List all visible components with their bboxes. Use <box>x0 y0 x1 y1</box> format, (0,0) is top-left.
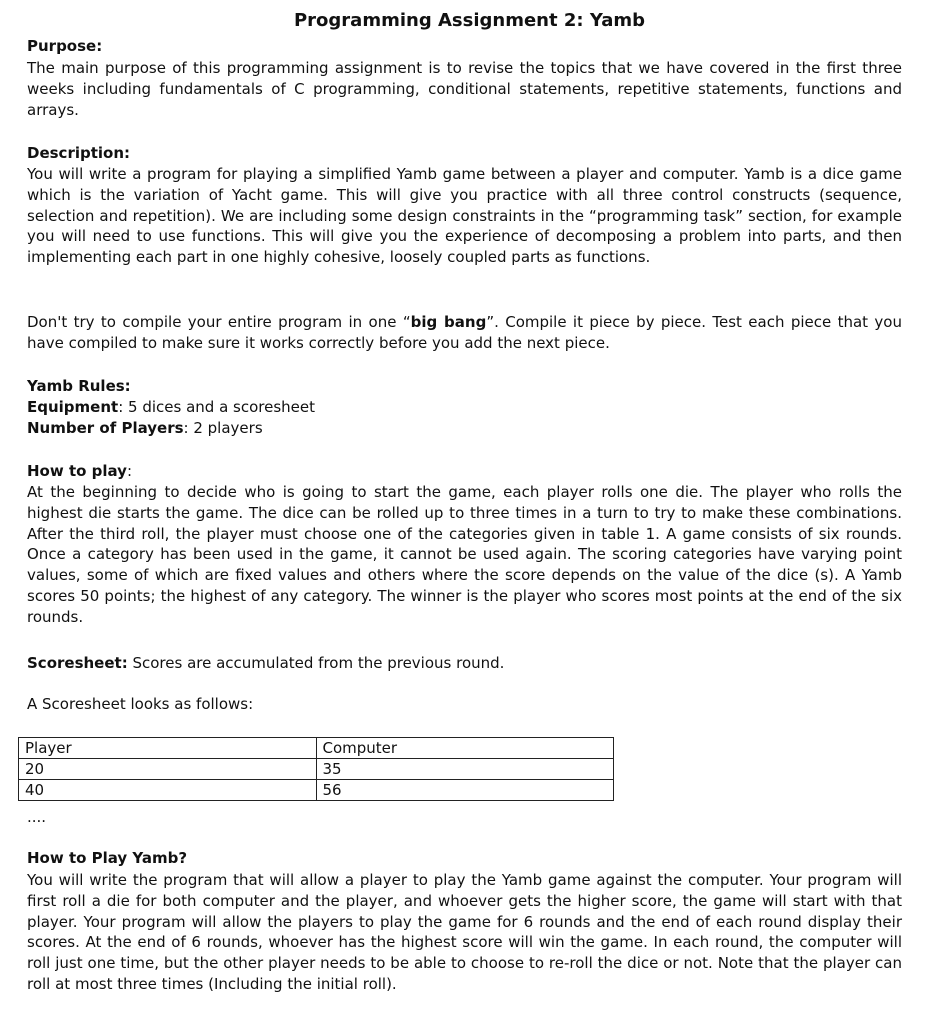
advice-bold: big bang <box>410 313 487 331</box>
document-title: Programming Assignment 2: Yamb <box>293 10 646 31</box>
how-to-play-label: How to play <box>27 462 127 480</box>
description-text: You will write a program for playing a simplified Yamb game between a player and computer. Yamb is a dice game which is the variation of Yacht game. This will give you practice with all three control constructs (sequence, selection and repetition). We are including some design constraints in the “programming task” section, for example you will need to use functions. This will give you the experience of decomposing a problem into parts, and then implementing each part in one highly cohesive, loosely coupled parts as functions. <box>27 165 902 267</box>
how-to-play-yamb-text: You will write the program that will allow a player to play the Yamb game against the computer. Your program will first roll a die for both computer and the player, and whoever gets the higher score, the game will start with that player. Your program will allow the players to play the game for 6 rounds and the end of each round display their scores. At the end of 6 rounds, whoever has the highest score will win the game. In each round, the computer will roll just one time, but the other player needs to be able to choose to re-roll the dice or not. Note that the player can roll at most three times (Including the initial roll). <box>27 871 902 993</box>
header-computer: Computer <box>316 738 614 759</box>
ellipsis: .... <box>27 808 47 826</box>
players-label: Number of Players <box>27 419 184 437</box>
advice-after: ”. Compile it piece by piece. Test each piece that you have compiled to make sure it works correctly before you add the next piece. <box>27 313 902 352</box>
how-to-play-yamb-heading: How to Play Yamb? <box>27 849 188 867</box>
advice-before: Don't try to compile your entire program in one “ <box>27 313 411 331</box>
players-line <box>27 418 902 439</box>
purpose-text: The main purpose of this programming assignment is to revise the topics that we have covered in the first three weeks including fundamentals of C programming, conditional statements, repetitive statements, functions and arrays. <box>27 59 902 119</box>
equipment-value: : 5 dices and a scoresheet <box>118 398 315 416</box>
cell-player: 20 <box>19 759 317 780</box>
scoresheet-intro: A Scoresheet looks as follows: <box>27 695 254 713</box>
header-player: Player <box>19 738 317 759</box>
compile-advice <box>27 312 902 354</box>
equipment-line <box>27 397 902 418</box>
cell-computer: 56 <box>316 780 614 801</box>
table-header-row <box>19 738 614 759</box>
description-heading: Description: <box>27 144 131 162</box>
scoresheet-line <box>27 653 902 674</box>
how-to-play-colon: : <box>126 462 133 480</box>
scoresheet-label: Scoresheet: <box>27 654 128 672</box>
how-to-play-text: At the beginning to decide who is going to start the game, each player rolls one die. The player who rolls the highest die starts the game. The dice can be rolled up to three times in a turn to try to make these combinations. After the third roll, the player must choose one of the categories given in table 1. A game consists of six rounds. Once a category has been used in the game, it cannot be used again. The scoring categories have varying point values, some of which are fixed values and others where the score depends on the value of the dice (s). A Yamb scores 50 points; the highest of any category. The winner is the player who scores most points at the end of the six rounds. <box>27 483 902 626</box>
table-row <box>19 780 614 801</box>
scoresheet-text: Scores are accumulated from the previous round. <box>127 654 505 672</box>
equipment-label: Equipment <box>27 398 119 416</box>
cell-player: 40 <box>19 780 317 801</box>
rules-heading: Yamb Rules: <box>27 377 131 395</box>
table-row <box>19 759 614 780</box>
purpose-heading: Purpose: <box>27 37 103 55</box>
how-to-play-heading <box>27 461 902 482</box>
scoresheet-table <box>18 737 614 801</box>
cell-computer: 35 <box>316 759 614 780</box>
players-value: : 2 players <box>183 419 263 437</box>
